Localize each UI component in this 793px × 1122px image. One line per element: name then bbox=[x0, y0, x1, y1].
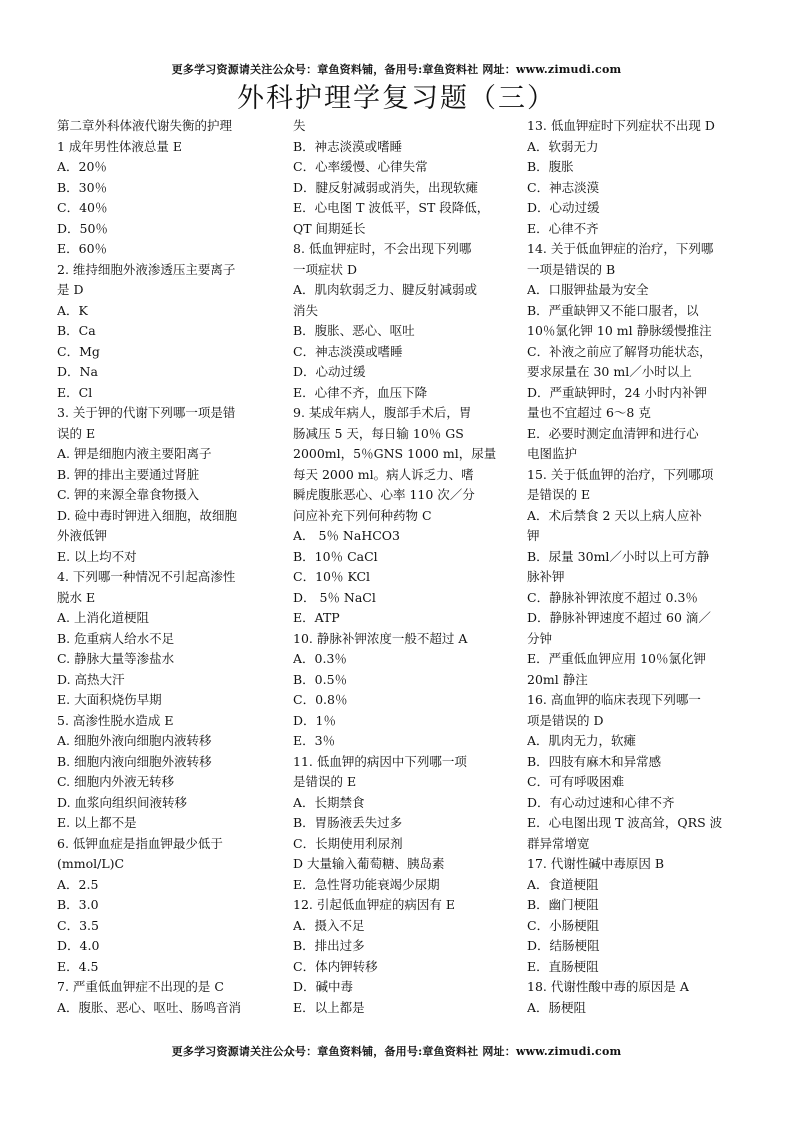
text-line: 8. 低血钾症时，不会出现下列哪 bbox=[293, 241, 472, 256]
text-line: D．碱中毒 bbox=[293, 979, 354, 994]
text-line: B．腹胀、恶心、呕吐 bbox=[293, 323, 415, 338]
footer-notice: 更多学习资源请关注公众号：章鱼资料铺，备用号:章鱼资料社 网址：www.zimudi.com bbox=[171, 1045, 622, 1058]
text-line: E．Cl bbox=[57, 384, 93, 400]
text-line: D．结肠梗阻 bbox=[527, 938, 600, 953]
text-line: D． 5％ NaCl bbox=[293, 589, 376, 605]
text-line: A. 细胞外液向细胞内液转移 bbox=[57, 733, 212, 748]
text-line: A．长期禁食 bbox=[293, 794, 365, 810]
text-line: C．长期使用利尿剂 bbox=[293, 835, 403, 851]
text-line: E．心律不齐 bbox=[527, 220, 599, 236]
text-line: E．心律不齐，血压下降 bbox=[293, 384, 428, 400]
text-line: E. 以上均不对 bbox=[57, 548, 137, 564]
text-line: 9. 某成年病人，腹部手术后，胃 bbox=[293, 405, 472, 420]
text-line: A．肠梗阻 bbox=[527, 999, 587, 1015]
text-line: D．心动过缓 bbox=[527, 200, 600, 215]
text-line: E．心电图出现 T 波高耸，QRS 波 bbox=[527, 815, 723, 830]
text-line: C．神志淡漠或嗜睡 bbox=[293, 343, 403, 359]
text-line: 钾 bbox=[527, 528, 540, 543]
text-line: 一项症状 D bbox=[293, 261, 357, 277]
text-line: E. 大面积烧伤早期 bbox=[57, 692, 162, 707]
text-line: D．严重缺钾时，24 小时内补钾 bbox=[527, 384, 707, 400]
text-line: 17. 代谢性碱中毒原因 B bbox=[527, 856, 665, 871]
text-line: (mmol/L)C bbox=[57, 856, 125, 871]
text-line: 12. 引起低血钾症的病因有 E bbox=[293, 897, 455, 912]
text-line: D．心动过缓 bbox=[293, 364, 366, 379]
column-right bbox=[527, 116, 739, 1018]
text-line: A．术后禁食 2 天以上病人应补 bbox=[527, 507, 702, 523]
text-line: D．1％ bbox=[293, 712, 336, 728]
text-line: E．急性肾功能衰竭少尿期 bbox=[293, 876, 440, 892]
text-line: D. 血浆向组织间液转移 bbox=[57, 794, 188, 810]
text-line: C．神志淡漠 bbox=[527, 179, 600, 195]
text-line: A．口服钾盐最为安全 bbox=[527, 282, 649, 297]
text-line: D 大量输入葡萄糖、胰岛素 bbox=[293, 856, 445, 871]
text-line: B．尿量 30ml／小时以上可方静 bbox=[527, 548, 710, 564]
text-line: B．四肢有麻木和异常感 bbox=[527, 753, 662, 769]
text-line: 11. 低血钾的病因中下列哪一项 bbox=[293, 753, 467, 769]
text-line: 16. 高血钾的临床表现下列哪一 bbox=[527, 692, 701, 707]
text-line: B．胃肠液丢失过多 bbox=[293, 815, 403, 830]
text-line: E．3％ bbox=[293, 733, 336, 748]
text-line: D．腱反射减弱或消失，出现软瘫 bbox=[293, 179, 479, 195]
text-line: A． 5％ NaHCO3 bbox=[293, 528, 400, 543]
text-line: C. 细胞内外液无转移 bbox=[57, 774, 175, 789]
text-line: 一项是错误的 B bbox=[527, 261, 616, 277]
text-line: B．Ca bbox=[57, 323, 96, 338]
text-line: A．0.3％ bbox=[293, 651, 347, 666]
text-line: A．软弱无力 bbox=[527, 138, 599, 154]
text-line: 是 D bbox=[57, 282, 84, 297]
text-line: B．0.5％ bbox=[293, 671, 348, 687]
text-line: A．摄入不足 bbox=[293, 917, 365, 933]
text-line: 电图监护 bbox=[527, 446, 578, 461]
text-line: 每天 2000 ml。病人诉乏力、嗜 bbox=[293, 466, 474, 482]
text-line: E．必要时测定血清钾和进行心 bbox=[527, 425, 699, 441]
text-line: E．4.5 bbox=[57, 958, 99, 974]
header-notice: 更多学习资源请关注公众号：章鱼资料铺，备用号:章鱼资料社 网址：www.zimudi.com bbox=[171, 63, 622, 76]
text-line: 6. 低钾血症是指血钾最少低于 bbox=[57, 835, 223, 851]
text-line: C．可有呼吸困难 bbox=[527, 774, 625, 789]
text-line: C．40％ bbox=[57, 200, 108, 215]
text-line: 外液低钾 bbox=[57, 528, 108, 543]
text-line: 第二章外科体液代谢失衡的护理 bbox=[57, 118, 233, 133]
text-line: A．肌肉无力，软瘫 bbox=[527, 733, 637, 748]
text-line: B. 细胞内液向细胞外液转移 bbox=[57, 753, 212, 769]
text-line: 10％氯化钾 10 ml 静脉缓慢推注 bbox=[527, 323, 712, 338]
text-line: 脱水 E bbox=[57, 589, 96, 605]
text-line: 1 成年男性体液总量 E bbox=[57, 138, 183, 154]
text-line: A．2.5 bbox=[57, 876, 99, 892]
text-line: D．有心动过速和心律不齐 bbox=[527, 794, 675, 810]
text-line: C．体内钾转移 bbox=[293, 958, 378, 974]
text-line: D. 硷中毒时钾进入细胞，故细胞 bbox=[57, 507, 238, 523]
text-line: 肠减压 5 天，每日输 10％ GS bbox=[293, 425, 464, 441]
text-line: C．静脉补钾浓度不超过 0.3％ bbox=[527, 589, 698, 605]
text-line: E．心电图 T 波低平，ST 段降低， bbox=[293, 200, 490, 215]
text-line: 15. 关于低血钾的治疗，下列哪项 bbox=[527, 466, 714, 482]
page-title: 外科护理学复习题（三） bbox=[237, 83, 556, 114]
text-line: D．静脉补钾速度不超过 60 滴／ bbox=[527, 610, 711, 625]
text-line: 10. 静脉补钾浓度一般不超过 A bbox=[293, 630, 468, 646]
text-line: 是错误的 E bbox=[527, 487, 591, 502]
text-line: 瞬虎腹胀恶心、心率 110 次／分 bbox=[293, 487, 475, 502]
text-line: 问应补充下列何种药物 C bbox=[293, 507, 432, 523]
text-line: 项是错误的 D bbox=[527, 712, 604, 728]
text-line: E. 以上都不是 bbox=[57, 815, 137, 830]
text-line: E．直肠梗阻 bbox=[527, 958, 599, 974]
text-line: 误的 E bbox=[57, 425, 96, 441]
text-line: B．腹胀 bbox=[527, 159, 574, 174]
text-line: B. 钾的排出主要通过肾脏 bbox=[57, 466, 200, 482]
text-line: QT 间期延长 bbox=[293, 220, 366, 236]
text-line: A. 上消化道梗阻 bbox=[57, 610, 149, 625]
text-line: C. 钾的来源全靠食物摄入 bbox=[57, 487, 200, 502]
text-line: 量也不宜超过 6～8 克 bbox=[527, 405, 651, 420]
text-line: 5. 高渗性脱水造成 E bbox=[57, 712, 174, 728]
text-line: A．肌肉软弱乏力、腱反射减弱或 bbox=[293, 282, 478, 297]
text-line: 20ml 静注 bbox=[527, 671, 588, 687]
text-line: A．食道梗阻 bbox=[527, 876, 599, 892]
text-line: C．0.8％ bbox=[293, 692, 348, 707]
text-line: 分钟 bbox=[527, 630, 553, 646]
text-line: B．严重缺钾又不能口服者，以 bbox=[527, 302, 699, 318]
text-line: E．以上都是 bbox=[293, 999, 365, 1015]
text-line: B. 危重病人给水不足 bbox=[57, 630, 175, 646]
text-line: E．严重低血钾应用 10％氯化钾 bbox=[527, 651, 707, 666]
text-line: C．Mg bbox=[57, 343, 100, 359]
text-line: A．腹胀、恶心、呕吐、肠鸣音消 bbox=[57, 999, 242, 1015]
text-line: 消失 bbox=[293, 302, 319, 318]
text-line: A．K bbox=[57, 302, 88, 318]
text-line: B．3.0 bbox=[57, 897, 99, 912]
text-line: 群异常增宽 bbox=[527, 835, 590, 851]
text-line: C. 静脉大量等渗盐水 bbox=[57, 651, 175, 666]
text-line: B．神志淡漠或嗜睡 bbox=[293, 138, 403, 154]
text-line: 2000ml，5％GNS 1000 ml，尿量 bbox=[293, 446, 497, 461]
text-line: D. 高热大汗 bbox=[57, 671, 125, 687]
text-line: 14. 关于低血钾症的治疗，下列哪 bbox=[527, 241, 714, 256]
column-middle bbox=[293, 116, 505, 1018]
text-line: B．排出过多 bbox=[293, 938, 365, 953]
text-line: A. 钾是细胞内液主要阳离子 bbox=[57, 446, 212, 461]
text-line: 13. 低血钾症时下列症状不出现 D bbox=[527, 118, 715, 133]
text-line: 失 bbox=[293, 118, 306, 133]
text-line: E．60％ bbox=[57, 241, 108, 256]
text-line: C．3.5 bbox=[57, 917, 99, 933]
column-left bbox=[57, 116, 269, 1018]
text-line: C．心率缓慢、心律失常 bbox=[293, 159, 428, 174]
text-line: 2. 维持细胞外液渗透压主要离子 bbox=[57, 261, 236, 277]
text-line: 7. 严重低血钾症不出现的是 C bbox=[57, 979, 224, 994]
text-line: C．补液之前应了解肾功能状态， bbox=[527, 343, 712, 359]
text-line: 要求尿量在 30 ml／小时以上 bbox=[527, 364, 692, 379]
text-line: 是错误的 E bbox=[293, 774, 357, 789]
text-line: E．ATP bbox=[293, 610, 340, 625]
text-line: D．50％ bbox=[57, 220, 108, 236]
text-line: D．Na bbox=[57, 364, 98, 379]
text-line: B．10％ CaCl bbox=[293, 548, 378, 564]
text-line: 18. 代谢性酸中毒的原因是 A bbox=[527, 979, 689, 994]
text-line: C．小肠梗阻 bbox=[527, 917, 600, 933]
text-line: B．幽门梗阻 bbox=[527, 897, 599, 912]
text-line: 4. 下列哪一种情况不引起高渗性 bbox=[57, 569, 236, 584]
text-line: C．10％ KCl bbox=[293, 569, 371, 584]
text-line: B．30％ bbox=[57, 179, 108, 195]
text-line: 3. 关于钾的代谢下列哪一项是错 bbox=[57, 405, 236, 420]
text-line: D．4.0 bbox=[57, 938, 100, 953]
text-line: 脉补钾 bbox=[527, 569, 565, 584]
text-line: A．20％ bbox=[57, 159, 107, 174]
